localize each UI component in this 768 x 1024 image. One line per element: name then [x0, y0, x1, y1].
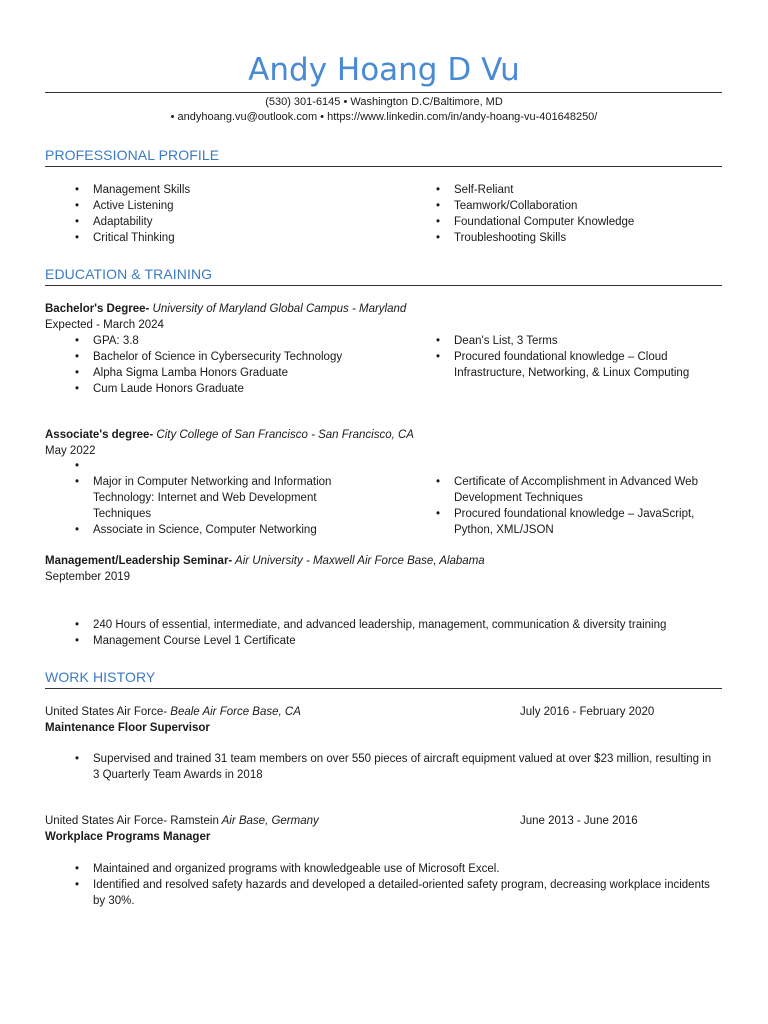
list-item: • Adaptability	[45, 214, 405, 230]
list-item: • Bachelor of Science in Cybersecurity Technology	[45, 349, 405, 365]
list-item: • Associate in Science, Computer Networking	[45, 522, 355, 538]
associate-heading	[45, 427, 414, 443]
seminar-heading	[45, 553, 485, 569]
list-item: • Dean's List, 3 Terms	[406, 333, 716, 349]
list-item: • Troubleshooting Skills	[406, 230, 716, 246]
bachelor-degree: Bachelor's Degree-	[45, 303, 150, 315]
job2-role: Workplace Programs Manager	[45, 831, 211, 843]
section-rule-profile	[45, 166, 722, 167]
seminar-title: Management/Leadership Seminar-	[45, 555, 233, 567]
bachelor-details-left	[45, 333, 405, 397]
header-rule	[45, 92, 722, 93]
associate-details-left	[45, 458, 355, 538]
job1-role: Maintenance Floor Supervisor	[45, 722, 210, 734]
list-item: • Management Course Level 1 Certificate	[45, 633, 725, 649]
list-item: • Critical Thinking	[45, 230, 405, 246]
list-item: • Identified and resolved safety hazards and developed a detailed-oriented safety program, decreasing workplace incidents by 30%.	[45, 877, 720, 909]
list-item: • Foundational Computer Knowledge	[406, 214, 716, 230]
job2-location: Air Base, Germany	[218, 815, 319, 827]
job2-org: United States Air Force- Ramstein	[45, 815, 219, 827]
list-item: • 240 Hours of essential, intermediate, and advanced leadership, management, communication & diversity training	[45, 617, 725, 633]
seminar-school: Air University - Maxwell Air Force Base, Alabama	[232, 555, 485, 567]
seminar-date: September 2019	[45, 571, 131, 583]
list-item: • GPA: 3.8	[45, 333, 405, 349]
list-item: • Self-Reliant	[406, 182, 716, 198]
job1-dates: July 2016 - February 2020	[520, 706, 655, 718]
list-item: • Alpha Sigma Lamba Honors Graduate	[45, 365, 405, 381]
profile-skills-left	[45, 182, 405, 246]
seminar-details	[45, 617, 725, 649]
associate-date: May 2022	[45, 445, 96, 457]
section-title-profile: PROFESSIONAL PROFILE	[45, 147, 220, 163]
list-item: • Management Skills	[45, 182, 405, 198]
job1-details	[45, 751, 720, 783]
list-item: • Maintained and organized programs with knowledgeable use of Microsoft Excel.	[45, 861, 720, 877]
section-rule-education	[45, 285, 722, 286]
bachelor-school: University of Maryland Global Campus - Maryland	[149, 303, 407, 315]
job2-details	[45, 861, 720, 909]
job2-org-line	[45, 813, 319, 829]
job1-org: United States Air Force-	[45, 706, 168, 718]
list-item: • Certificate of Accomplishment in Advanced Web Development Techniques	[406, 474, 716, 506]
list-item: • Procured foundational knowledge – JavaScript, Python, XML/JSON	[406, 506, 716, 538]
job2-dates: June 2013 - June 2016	[520, 815, 638, 827]
job1-location: Beale Air Force Base, CA	[167, 706, 301, 718]
list-item: • Cum Laude Honors Graduate	[45, 381, 405, 397]
section-rule-work	[45, 688, 722, 689]
associate-school: City College of San Francisco - San Francisco, CA	[153, 429, 414, 441]
contact-line-email-linkedin: • andyhoang.vu@outlook.com • https://www.linkedin.com/in/andy-hoang-vu-401648250/	[170, 111, 598, 123]
list-item	[45, 458, 355, 474]
bachelor-details-right	[406, 333, 716, 381]
list-item: • Supervised and trained 31 team members on over 550 pieces of aircraft equipment valued at over $23 million, resulting in 3 Quarterly Team Awards in 2018	[45, 751, 720, 783]
list-item: • Teamwork/Collaboration	[406, 198, 716, 214]
list-item: • Major in Computer Networking and Information Technology: Internet and Web Development Techniques	[45, 474, 355, 522]
associate-degree: Associate's degree-	[45, 429, 154, 441]
job1-org-line	[45, 704, 301, 720]
section-title-work: WORK HISTORY	[45, 669, 156, 685]
bachelor-heading	[45, 301, 406, 317]
bachelor-date: Expected - March 2024	[45, 319, 164, 331]
list-item: • Procured foundational knowledge – Cloud Infrastructure, Networking, & Linux Computing	[406, 349, 716, 381]
candidate-name: Andy Hoang D Vu	[248, 52, 520, 88]
profile-skills-right	[406, 182, 716, 246]
section-title-education: EDUCATION & TRAINING	[45, 266, 213, 282]
contact-line-phone-location: (530) 301-6145 • Washington D.C/Baltimore, MD	[265, 96, 503, 108]
list-item: • Active Listening	[45, 198, 405, 214]
associate-details-right	[406, 474, 716, 538]
